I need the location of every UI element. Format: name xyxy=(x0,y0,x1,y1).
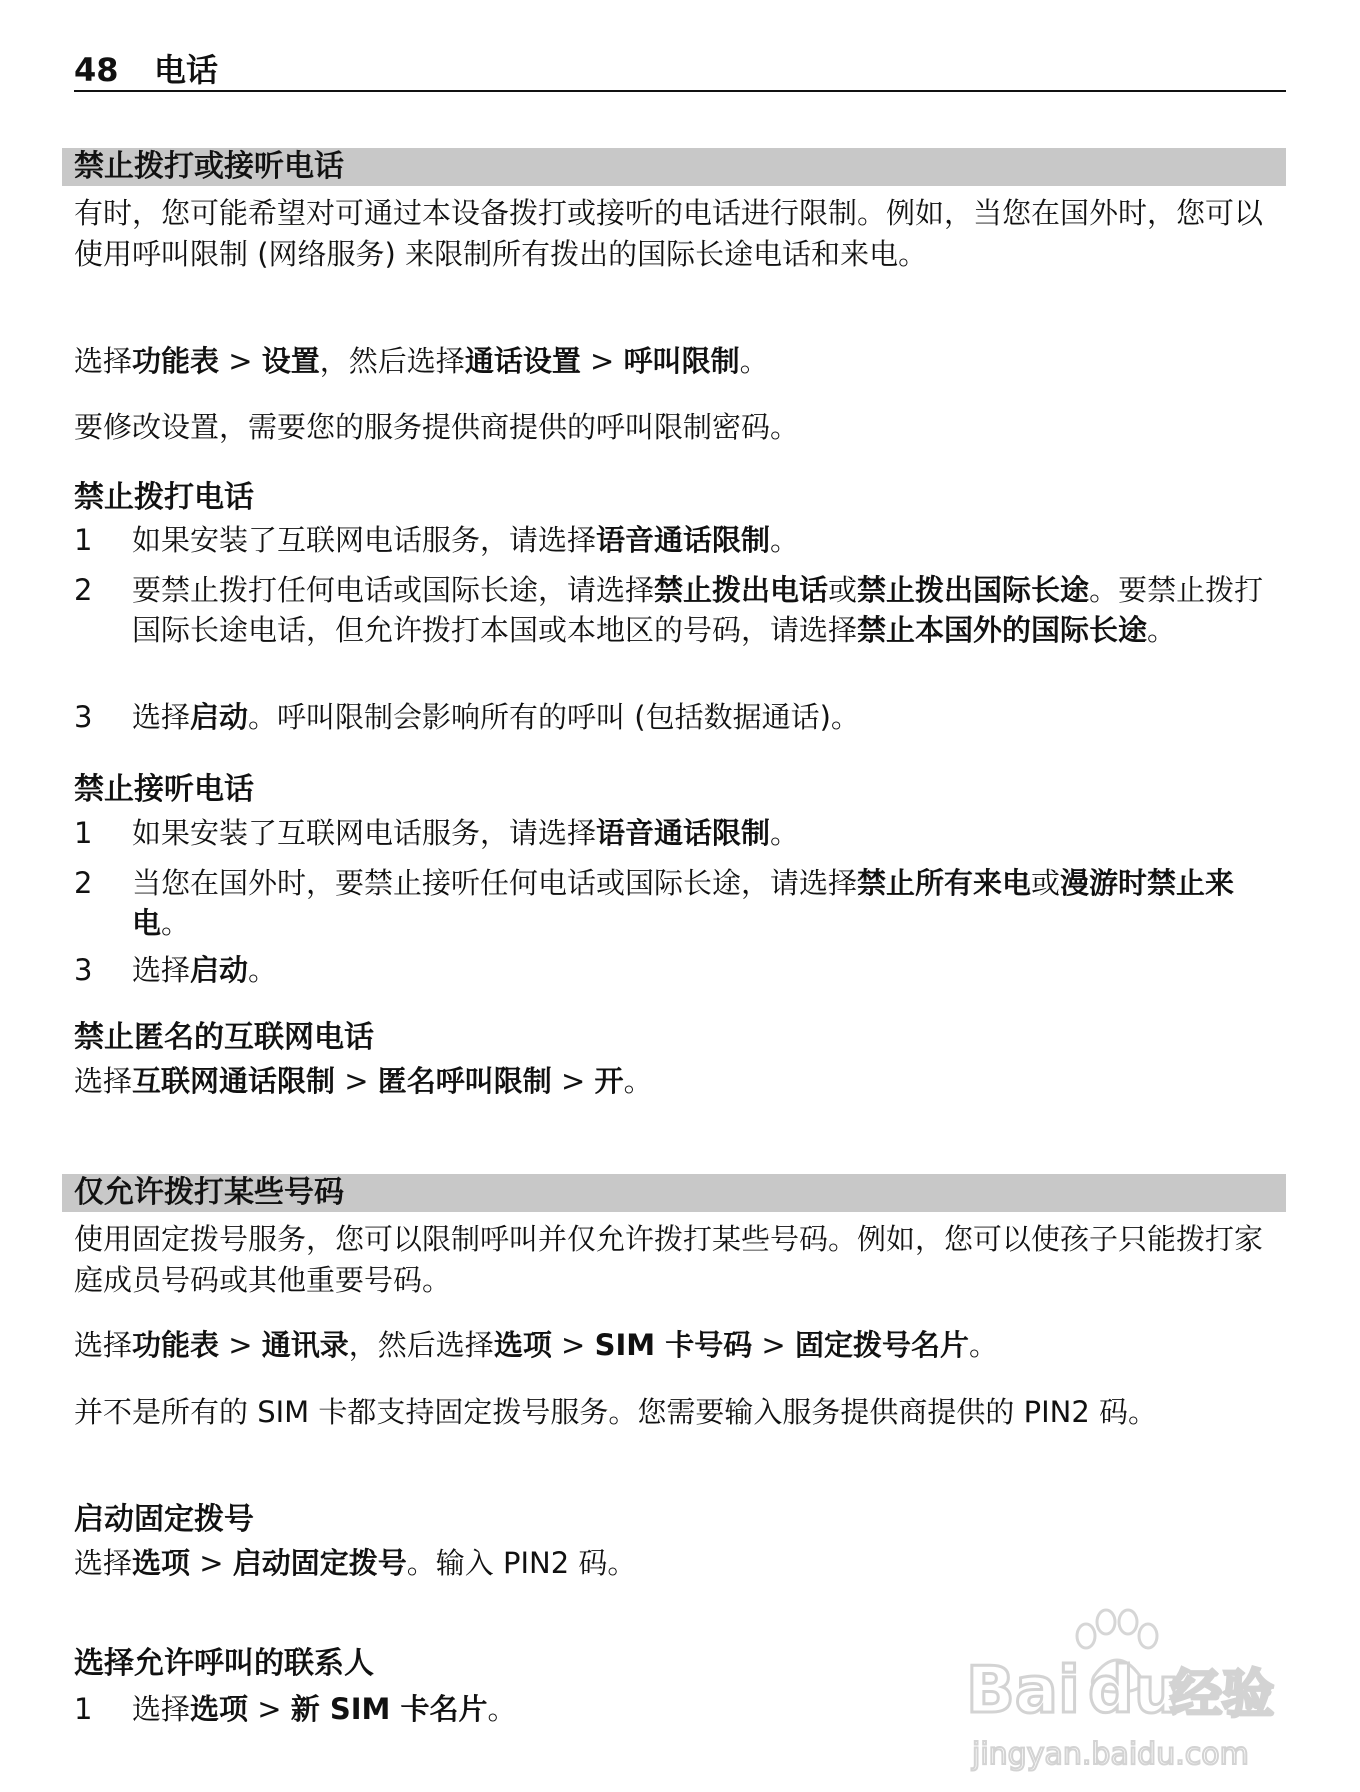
paragraph-menu-path: 选择功能表 > 设置，然后选择通话设置 > 呼叫限制。 xyxy=(74,344,769,378)
subheading-bar-outgoing: 禁止拨打电话 xyxy=(74,480,254,515)
subheading-bar-incoming: 禁止接听电话 xyxy=(74,772,254,807)
page-header xyxy=(74,50,1286,92)
watermark-brand-c: 经验 xyxy=(1170,1665,1275,1725)
paragraph-sim-note: 并不是所有的 SIM 卡都支持固定拨号服务。您需要输入服务提供商提供的 PIN2 码。 xyxy=(74,1395,1158,1429)
baidu-watermark xyxy=(958,1588,1278,1778)
subheading-allowed-contacts: 选择允许呼叫的联系人 xyxy=(74,1646,374,1681)
paragraph-activate-path: 选择选项 > 启动固定拨号。输入 PIN2 码。 xyxy=(74,1546,637,1580)
subheading-activate-fixed-dialing: 启动固定拨号 xyxy=(74,1502,254,1537)
section-title-fixed-dialing: 仅允许拨打某些号码 xyxy=(74,1175,344,1210)
watermark-brand-b: du xyxy=(1088,1654,1180,1728)
subheading-bar-anonymous: 禁止匿名的互联网电话 xyxy=(74,1020,374,1055)
document-page: 48 电话 禁止拨打或接听电话 有时，您可能希望对可通过本设备拨打或接听的电话进行限制。例如，当您在国外时，您可以使用呼叫限制 (网络服务) 来限制所有拨出的国际长途电话和来电。 选择功能表 > 设置，然后选择通话设置 > 呼叫限制。 要修改设置，需要您的服务提供商提供的呼叫限制密码。 禁止拨打电话 1 如果安装了互联网电话服务，请选择语音通话限制。 2 要禁止拨打任何电话或国际长途，请选择禁止拨出电话或禁止拨出国际长途。要禁止拨打国际长途电话，但允许拨打本国或本地区的号码，请选择禁止本国外的国际长途。 3 选择启动。呼叫限制会影响所有的呼叫 (包括数据通话)。 禁止接听电话 1 如果安装了互联网电话服务，请选择语音通话限制。 2 当您在国外时，要禁止接听任何电话或国际长途，请选择禁止所有来电或漫游时禁止来电。 3 选择启动。 禁止匿名的互联网电话 选择互联网通话限制 > 匿名呼叫限制 > 开。 仅允许拨打某些号码 使用固定拨号服务，您可以限制呼叫并仅允许拨打某些号码。例如，您可以使孩子只能拨打家庭成员号码或其他重要号码。 选择功能表 > 通讯录，然后选择选项 > SIM 卡号码 > 固定拨号名片。 并不是所有的 SIM 卡都支持固定拨号服务。您需要输入服务提供商提供的 PIN2 码。 启动固定拨号 选择选项 > 启动固定拨号。输入 PIN2 码。 选择允许呼叫的联系人 1 选择选项 > 新 SIM 卡名片。 Bai du 经验 jingyan.baidu.com xyxy=(0,0,1360,1792)
section-title-call-barring: 禁止拨打或接听电话 xyxy=(74,149,344,184)
page-number: 48 xyxy=(74,51,119,89)
watermark-url: jingyan.baidu.com xyxy=(972,1737,1249,1772)
paragraph-password-note: 要修改设置，需要您的服务提供商提供的呼叫限制密码。 xyxy=(74,410,800,444)
paragraph-menu-path: 选择功能表 > 通讯录，然后选择选项 > SIM 卡号码 > 固定拨号名片。 xyxy=(74,1328,998,1362)
paragraph-intro: 使用固定拨号服务，您可以限制呼叫并仅允许拨打某些号码。例如，您可以使孩子只能拨打家庭成员号码或其他重要号码。 xyxy=(74,1222,1264,1297)
watermark-brand-a: Bai xyxy=(966,1654,1080,1728)
paragraph-anonymous-path: 选择互联网通话限制 > 匿名呼叫限制 > 开。 xyxy=(74,1064,653,1098)
section-heading-bar xyxy=(62,1174,1286,1212)
chapter-title: 电话 xyxy=(154,51,219,89)
section-heading-bar xyxy=(62,148,1286,186)
paragraph-intro: 有时，您可能希望对可通过本设备拨打或接听的电话进行限制。例如，当您在国外时，您可以使用呼叫限制 (网络服务) 来限制所有拨出的国际长途电话和来电。 xyxy=(74,196,1264,271)
